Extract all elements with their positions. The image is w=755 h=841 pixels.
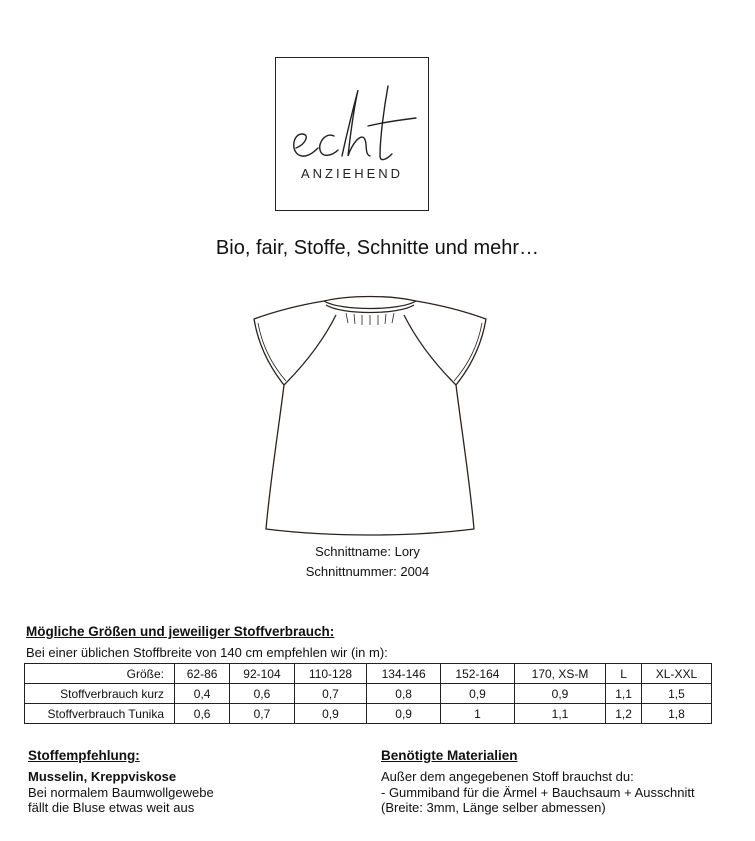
fabric-types: Musselin, Kreppviskose xyxy=(28,769,177,784)
pattern-number: Schnittnummer: 2004 xyxy=(305,564,430,579)
sizes-intro: Bei einer üblichen Stoffbreite von 140 cm empfehlen wir (in m): xyxy=(26,645,388,660)
table-cell: 1,8 xyxy=(641,704,711,724)
materials-line: (Breite: 3mm, Länge selber abmessen) xyxy=(381,800,606,815)
table-cell: 0,7 xyxy=(230,704,295,724)
table-cell: 0,4 xyxy=(175,684,230,704)
table-header-cell: 92-104 xyxy=(230,664,295,684)
table-row xyxy=(25,704,712,724)
table-cell: 0,9 xyxy=(441,684,515,704)
fabric-recommendation xyxy=(28,769,214,816)
table-cell: 1,1 xyxy=(514,704,605,724)
sizes-section-title: Mögliche Größen und jeweiliger Stoffverbrauch: xyxy=(26,624,335,639)
table-cell: 1 xyxy=(441,704,515,724)
table-cell: 0,9 xyxy=(367,704,441,724)
logo-handwritten-wordmark xyxy=(276,68,428,187)
table-header-cell: XL-XXL xyxy=(641,664,711,684)
materials-list xyxy=(381,769,695,816)
table-row xyxy=(25,684,712,704)
table-cell: 1,5 xyxy=(641,684,711,704)
table-cell: 1,1 xyxy=(606,684,642,704)
table-row-label: Stoffverbrauch kurz xyxy=(25,684,175,704)
materials-line: - Gummiband für die Ärmel + Bauchsaum + Ausschnitt xyxy=(381,784,695,800)
logo-subtitle: ANZIEHEND xyxy=(300,166,404,181)
table-header-cell: 62-86 xyxy=(175,664,230,684)
table-cell: 0,9 xyxy=(294,704,367,724)
table-cell: 0,9 xyxy=(514,684,605,704)
fabric-usage-table xyxy=(24,663,712,724)
table-cell: 0,8 xyxy=(367,684,441,704)
materials-line: Außer dem angegebenen Stoff brauchst du: xyxy=(381,769,634,784)
logo-script-text: echt xyxy=(351,186,353,187)
table-cell: 0,7 xyxy=(294,684,367,704)
table-header-cell: 134-146 xyxy=(367,664,441,684)
table-header-cell: 110-128 xyxy=(294,664,367,684)
table-header-cell: Größe: xyxy=(25,664,175,684)
table-cell: 0,6 xyxy=(230,684,295,704)
table-row-label: Stoffverbrauch Tunika xyxy=(25,704,175,724)
table-cell: 0,6 xyxy=(175,704,230,724)
fabric-note-line: fällt die Bluse etwas weit aus xyxy=(28,800,195,815)
brand-logo xyxy=(275,57,429,211)
tagline: Bio, fair, Stoffe, Schnitte und mehr… xyxy=(215,237,540,259)
materials-section-title: Benötigte Materialien xyxy=(381,748,518,763)
table-cell: 1,2 xyxy=(606,704,642,724)
pattern-name: Schnittname: Lory xyxy=(315,544,420,559)
garment-illustration xyxy=(250,293,490,538)
table-header-cell: 152-164 xyxy=(441,664,515,684)
table-header-row xyxy=(25,664,712,684)
table-header-cell: L xyxy=(606,664,642,684)
fabric-section-title: Stoffempfehlung: xyxy=(28,748,140,763)
table-header-cell: 170, XS-M xyxy=(514,664,605,684)
fabric-note-line: Bei normalem Baumwollgewebe xyxy=(28,784,214,800)
